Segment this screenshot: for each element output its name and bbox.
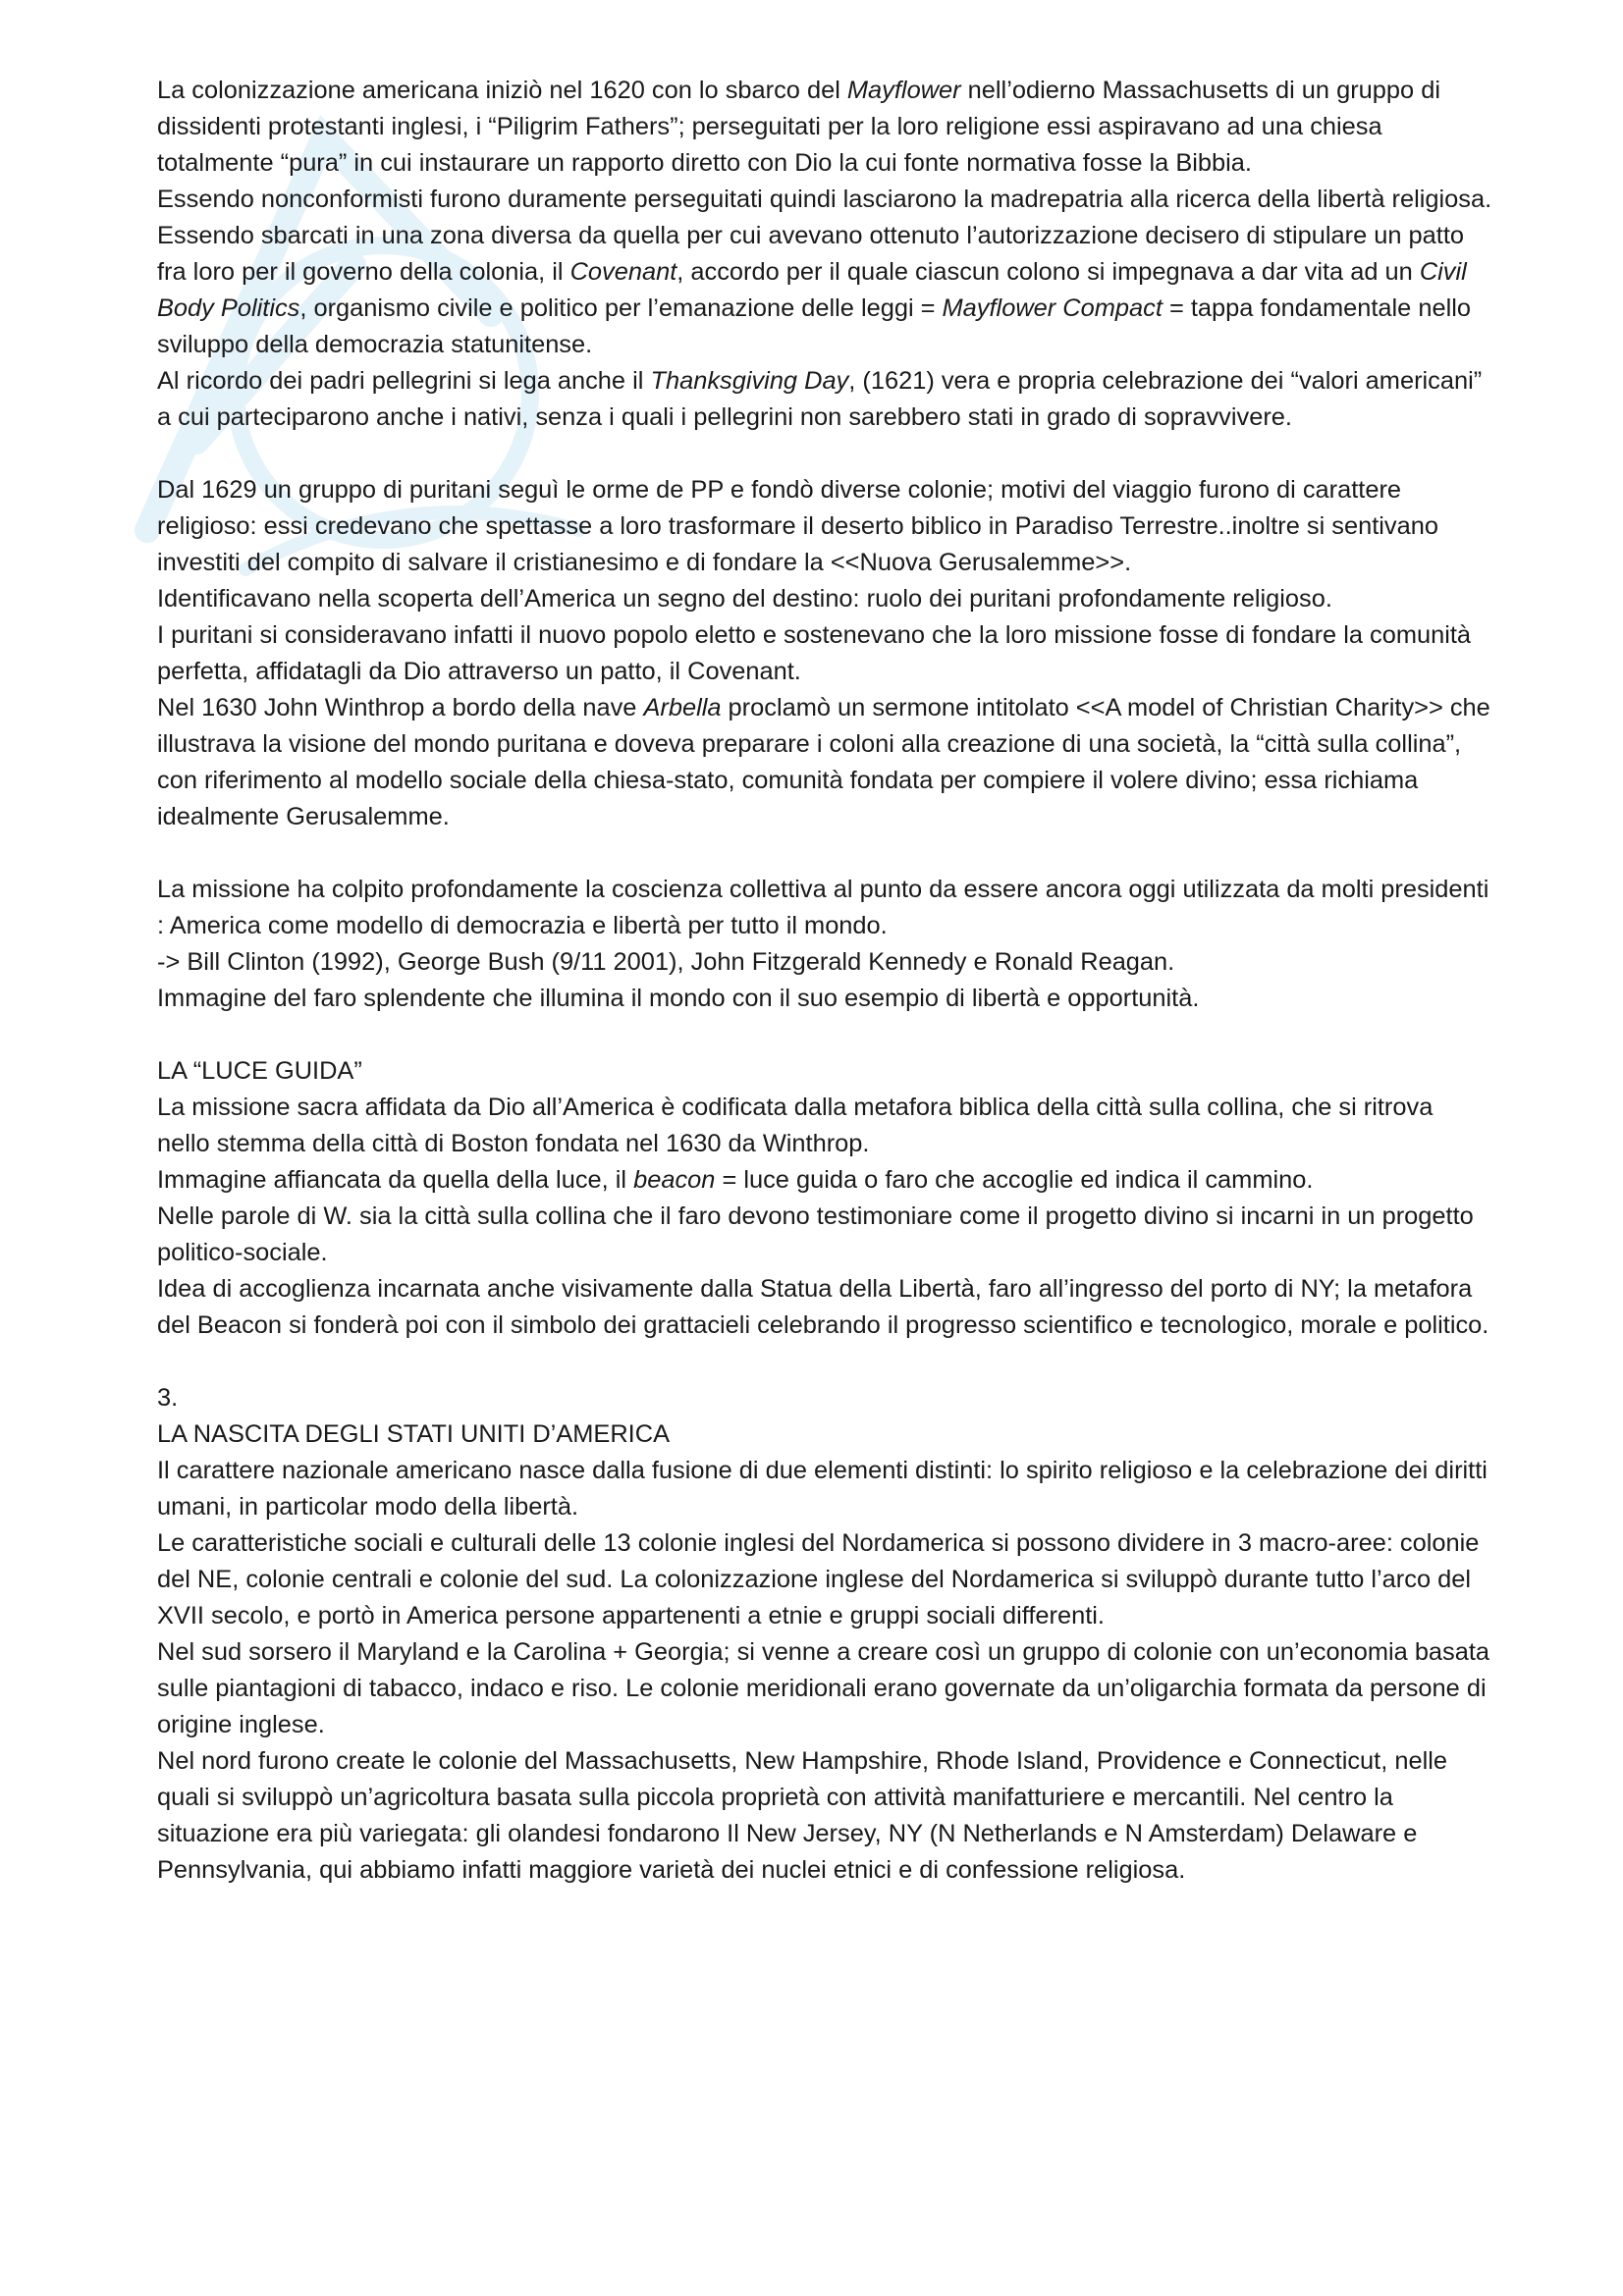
text-run: Immagine del faro splendente che illumina il mondo con il suo esempio di libertà e opportunità.: [157, 985, 1200, 1012]
paragraph: [157, 1453, 1492, 1525]
paragraph: [157, 1053, 1492, 1090]
paragraph-spacer: [157, 436, 1492, 472]
paragraph: [157, 1162, 1492, 1199]
text-run: Le caratteristiche sociali e culturali delle 13 colonie inglesi del Nordamerica si possono dividere in 3 macro-aree: colonie del NE, colonie centrali e colonie del sud. La colonizzazione inglese del Nordamerica si sviluppò durante tutto l’arco del XVII secolo, e portò in America persone appartenenti a etnie e gruppi sociali differenti.: [157, 1529, 1480, 1629]
text-run: Immagine affiancata da quella della luce, il: [157, 1166, 634, 1194]
text-run: La colonizzazione americana iniziò nel 1620 con lo sbarco del: [157, 77, 847, 104]
text-run: La missione ha colpito profondamente la coscienza collettiva al punto da essere ancora oggi utilizzata da molti presidenti : America come modello di democrazia e libertà per tutto il mondo.: [157, 876, 1489, 939]
text-run: Dal 1629 un gruppo di puritani seguì le orme de PP e fondò diverse colonie; motivi del viaggio furono di carattere religioso: essi credevano che spettasse a loro trasformare il deserto biblico in Paradiso Terrestre..inoltre si sentivano investiti del compito di salvare il cristianesimo e di fondare la <<Nuova Gerusalemme>>.: [157, 476, 1438, 576]
text-run: Il carattere nazionale americano nasce dalla fusione di due elementi distinti: lo spirito religioso e la celebrazione dei diritti umani, in particolar modo della libertà.: [157, 1457, 1488, 1521]
paragraph: [157, 1525, 1492, 1634]
text-run: 3.: [157, 1384, 179, 1412]
paragraph: [157, 182, 1492, 218]
document-body: [157, 73, 1492, 1889]
text-run: I puritani si consideravano infatti il nuovo popolo eletto e sostenevano che la loro missione fosse di fondare la comunità perfetta, affidatagli da Dio attraverso un patto, il Covenant.: [157, 621, 1472, 685]
text-run: Essendo sbarcati in una zona diversa da quella per cui avevano ottenuto l’autorizzazione decisero di stipulare un patto fra loro per il governo della colonia, il: [157, 222, 1465, 286]
paragraph: [157, 1199, 1492, 1271]
text-run: Nelle parole di W. sia la città sulla collina che il faro devono testimoniare come il progetto divino si incarni in un progetto politico-sociale.: [157, 1202, 1474, 1266]
text-run: LA NASCITA DEGLI STATI UNITI D’AMERICA: [157, 1420, 671, 1448]
paragraph: [157, 1380, 1492, 1416]
italic-text: Arbella: [643, 694, 722, 721]
italic-text: Thanksgiving Day: [650, 367, 849, 395]
paragraph: [157, 472, 1492, 581]
paragraph: [157, 944, 1492, 981]
text-run: -> Bill Clinton (1992), George Bush (9/11 2001), John Fitzgerald Kennedy e Ronald Reagan.: [157, 948, 1175, 976]
text-run: proclamò un sermone intitolato <<A model of Christian Charity>> che illustrava la visione del mondo puritana e doveva preparare i coloni alla creazione di una società, la “città sulla collina”, con riferimento al modello sociale della chiesa-stato, comunità fondata per compiere il volere divino; essa richiama idealmente Gerusalemme.: [157, 694, 1490, 830]
paragraph: [157, 872, 1492, 944]
paragraph: [157, 1743, 1492, 1889]
text-run: Nel sud sorsero il Maryland e la Carolina + Georgia; si venne a creare così un gruppo di colonie con un’economia basata sulle piantagioni di tabacco, indaco e riso. Le colonie meridionali erano governate da un’oligarchia formata da persone di origine inglese.: [157, 1638, 1490, 1738]
text-run: Nel 1630 John Winthrop a bordo della nave: [157, 694, 644, 721]
text-run: Idea di accoglienza incarnata anche visivamente dalla Statua della Libertà, faro all’ingresso del porto di NY; la metafora del Beacon si fonderà poi con il simbolo dei grattacieli celebrando il progresso scientifico e tecnologico, morale e politico.: [157, 1275, 1489, 1339]
text-run: , accordo per il quale ciascun colono si impegnava a dar vita ad un: [676, 258, 1420, 286]
italic-text: Civil Body Politics: [157, 258, 1467, 322]
paragraph-spacer: [157, 1344, 1492, 1380]
paragraph: [157, 73, 1492, 182]
paragraph: [157, 218, 1492, 363]
text-run: = tappa fondamentale nello sviluppo della democrazia statunitense.: [157, 294, 1471, 358]
text-run: La missione sacra affidata da Dio all’America è codificata dalla metafora biblica della città sulla collina, che si ritrova nello stemma della città di Boston fondata nel 1630 da Winthrop.: [157, 1094, 1434, 1157]
paragraph: [157, 690, 1492, 835]
paragraph: [157, 1634, 1492, 1743]
italic-text: Mayflower: [846, 77, 961, 104]
text-run: Nel nord furono create le colonie del Massachusetts, New Hampshire, Rhode Island, Providence e Connecticut, nelle quali si sviluppò un’agricoltura basata sulla piccola proprietà con attività manifatturiere e mercantili. Nel centro la situazione era più variegata: gli olandesi fondarono Il New Jersey, NY (N Netherlands e N Amsterdam) Delaware e Pennsylvania, qui abbiamo infatti maggiore varietà dei nuclei etnici e di confessione religiosa.: [157, 1747, 1447, 1884]
text-run: Identificavano nella scoperta dell’America un segno del destino: ruolo dei puritani profondamente religioso.: [157, 585, 1332, 613]
paragraph: [157, 1416, 1492, 1453]
paragraph: [157, 581, 1492, 617]
paragraph-spacer: [157, 1017, 1492, 1053]
text-run: , (1621) vera e propria celebrazione dei “valori americani” a cui parteciparono anche i nativi, senza i quali i pellegrini non sarebbero stati in grado di sopravvivere.: [157, 367, 1483, 431]
paragraph: [157, 1090, 1492, 1162]
text-run: LA “LUCE GUIDA”: [157, 1057, 362, 1085]
paragraph: [157, 981, 1492, 1017]
italic-text: Mayflower Compact: [942, 294, 1163, 322]
paragraph: [157, 363, 1492, 436]
text-run: , organismo civile e politico per l’emanazione delle leggi =: [299, 294, 943, 322]
text-run: Al ricordo dei padri pellegrini si lega anche il: [157, 367, 651, 395]
text-run: nell’odierno Massachusetts di un gruppo di dissidenti protestanti inglesi, i “Piligrim Fathers”; perseguitati per la loro religione essi aspiravano ad una chiesa totalmente “pura” in cui instaurare un rapporto diretto con Dio la cui fonte normativa fosse la Bibbia.: [157, 77, 1440, 177]
paragraph: [157, 617, 1492, 690]
italic-text: Covenant: [569, 258, 677, 286]
text-run: Essendo nonconformisti furono duramente perseguitati quindi lasciarono la madrepatria alla ricerca della libertà religiosa.: [157, 186, 1492, 213]
paragraph: [157, 1271, 1492, 1344]
text-run: = luce guida o faro che accoglie ed indica il cammino.: [715, 1166, 1314, 1194]
paragraph-spacer: [157, 835, 1492, 872]
italic-text: beacon: [633, 1166, 716, 1194]
